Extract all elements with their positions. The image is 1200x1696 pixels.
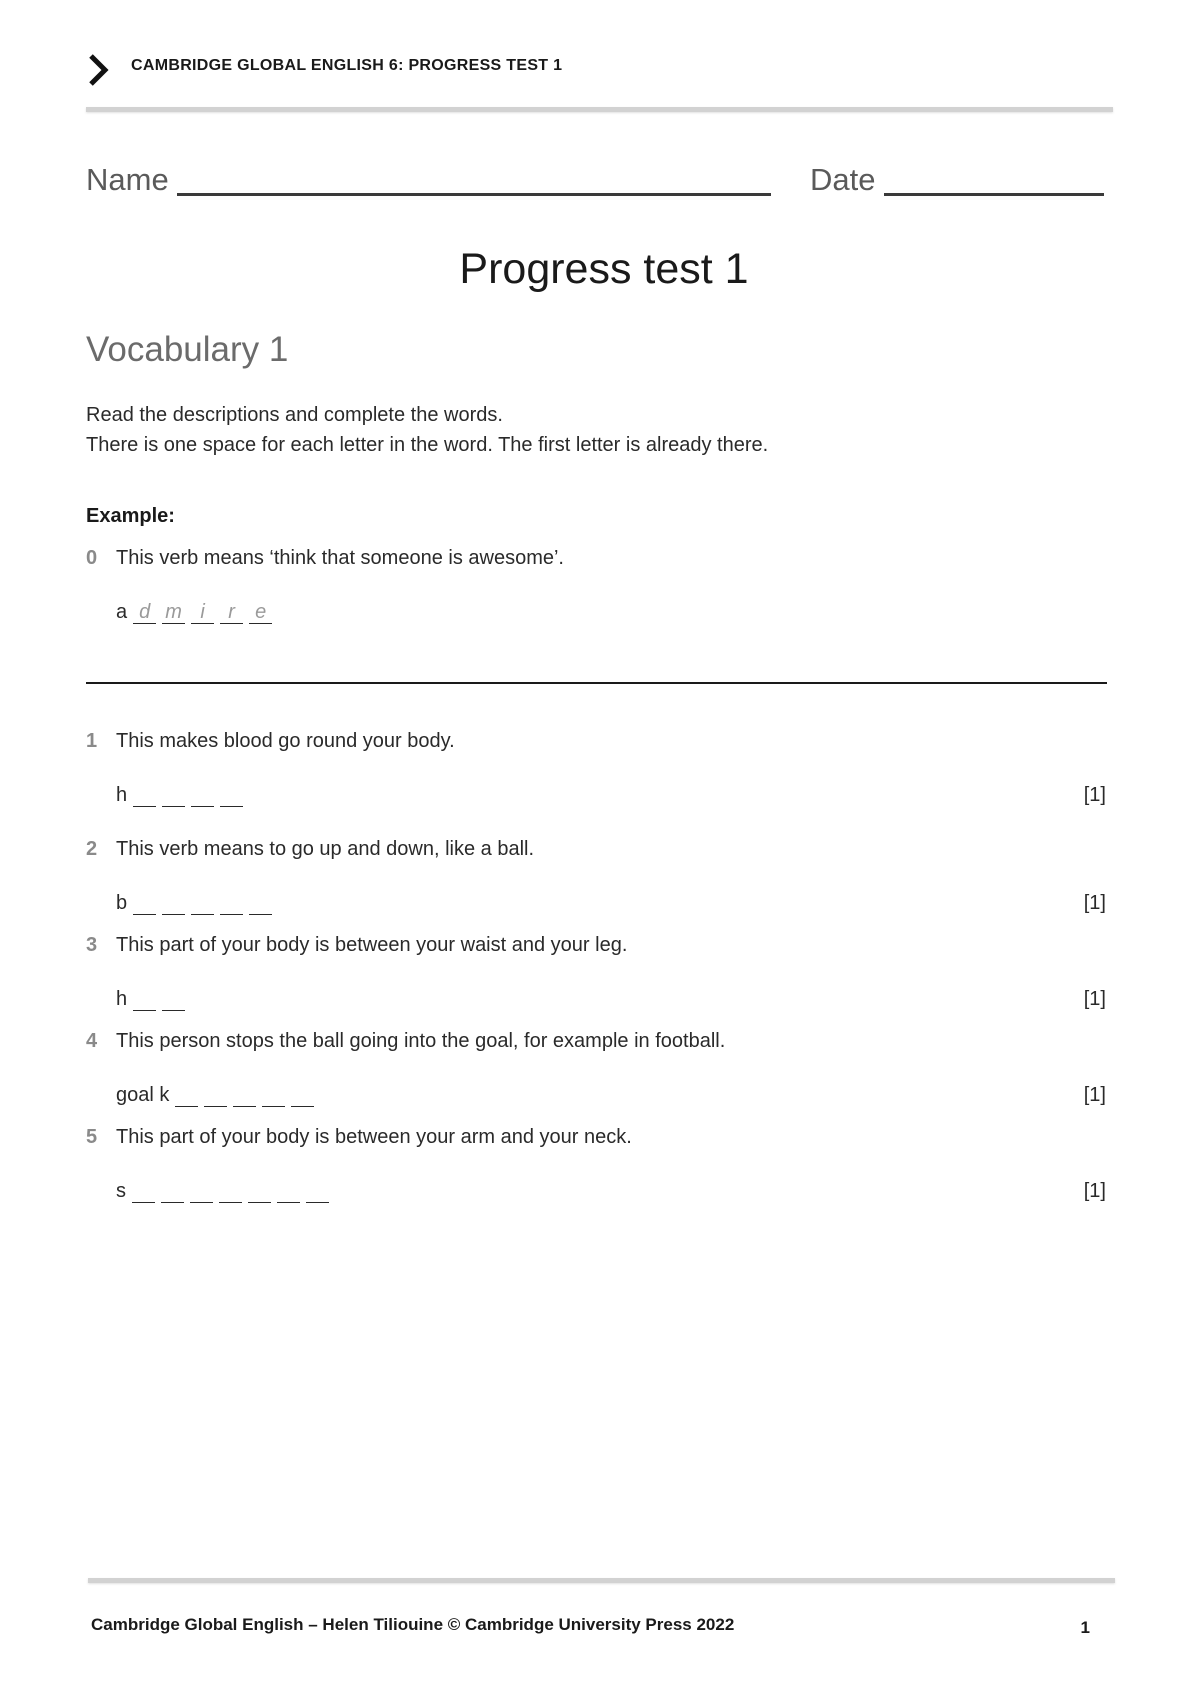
answer-prefix: b — [116, 892, 128, 914]
mark-label: [1] — [1083, 892, 1106, 914]
answer-field[interactable] — [116, 988, 185, 1011]
answer-field[interactable] — [116, 1084, 314, 1107]
example-letter: m — [162, 601, 185, 624]
answer-field[interactable] — [116, 784, 243, 807]
letter-blank[interactable] — [190, 1186, 213, 1203]
letter-blank[interactable] — [133, 994, 156, 1011]
section-title: Vocabulary 1 — [86, 330, 289, 369]
question-number: 1 — [86, 730, 98, 752]
letter-blank[interactable] — [291, 1090, 314, 1107]
letter-blank[interactable] — [219, 1186, 242, 1203]
question-text: This part of your body is between your arm and your neck. — [116, 1126, 632, 1148]
mark-label: [1] — [1083, 1180, 1106, 1202]
letter-blank[interactable] — [175, 1090, 198, 1107]
name-field[interactable] — [177, 193, 771, 196]
letter-blank[interactable] — [262, 1090, 285, 1107]
example-text: This verb means ‘think that someone is awesome’. — [116, 547, 564, 569]
question-text: This verb means to go up and down, like a ball. — [116, 838, 535, 860]
letter-blank[interactable] — [133, 898, 156, 915]
letter-blank[interactable] — [133, 790, 156, 807]
letter-blank[interactable] — [162, 790, 185, 807]
header-divider — [86, 107, 1113, 112]
mark-label: [1] — [1083, 988, 1106, 1010]
example-prefix: a — [116, 601, 128, 623]
question-text: This person stops the ball going into the goal, for example in football. — [116, 1030, 726, 1052]
mark-label: [1] — [1083, 1084, 1106, 1106]
answer-field[interactable] — [116, 892, 272, 915]
letter-blank[interactable] — [191, 790, 214, 807]
letter-blank[interactable] — [191, 898, 214, 915]
letter-blank[interactable] — [161, 1186, 184, 1203]
name-label: Name — [86, 162, 169, 197]
example-number: 0 — [86, 547, 98, 569]
example-answer — [116, 601, 272, 624]
example-letter: e — [249, 601, 272, 624]
letter-blank[interactable] — [220, 790, 243, 807]
footer-credit: Cambridge Global English – Helen Tiliouine © Cambridge University Press 2022 — [91, 1615, 735, 1634]
letter-blank[interactable] — [162, 898, 185, 915]
question-number: 5 — [86, 1126, 98, 1148]
instruction-line: There is one space for each letter in the word. The first letter is already there. — [86, 434, 769, 456]
chevron-right-icon — [86, 52, 112, 88]
letter-blank[interactable] — [306, 1186, 329, 1203]
mark-label: [1] — [1083, 784, 1106, 806]
example-letter: i — [191, 601, 214, 624]
date-label: Date — [810, 162, 876, 197]
letter-blank[interactable] — [132, 1186, 155, 1203]
answer-prefix: s — [116, 1180, 126, 1202]
letter-blank[interactable] — [249, 898, 272, 915]
answer-prefix: h — [116, 784, 128, 806]
example-letter: d — [133, 601, 156, 624]
answer-field[interactable] — [116, 1180, 329, 1203]
example-letter: r — [220, 601, 243, 624]
answer-prefix: h — [116, 988, 128, 1010]
letter-blank[interactable] — [277, 1186, 300, 1203]
question-number: 3 — [86, 934, 98, 956]
footer-divider — [88, 1578, 1115, 1583]
page-number: 1 — [1080, 1618, 1090, 1637]
header-title: CAMBRIDGE GLOBAL ENGLISH 6: PROGRESS TEST 1 — [131, 57, 563, 74]
question-number: 4 — [86, 1030, 98, 1052]
answer-prefix: goal k — [116, 1084, 170, 1106]
page-title: Progress test 1 — [459, 245, 749, 293]
letter-blank[interactable] — [204, 1090, 227, 1107]
question-text: This part of your body is between your waist and your leg. — [116, 934, 628, 956]
question-text: This makes blood go round your body. — [116, 730, 455, 752]
letter-blank[interactable] — [233, 1090, 256, 1107]
date-field[interactable] — [884, 193, 1104, 196]
question-number: 2 — [86, 838, 98, 860]
letter-blank[interactable] — [248, 1186, 271, 1203]
instruction-line: Read the descriptions and complete the words. — [86, 404, 503, 426]
letter-blank[interactable] — [162, 994, 185, 1011]
example-divider — [86, 682, 1107, 684]
example-label: Example: — [86, 505, 175, 527]
letter-blank[interactable] — [220, 898, 243, 915]
